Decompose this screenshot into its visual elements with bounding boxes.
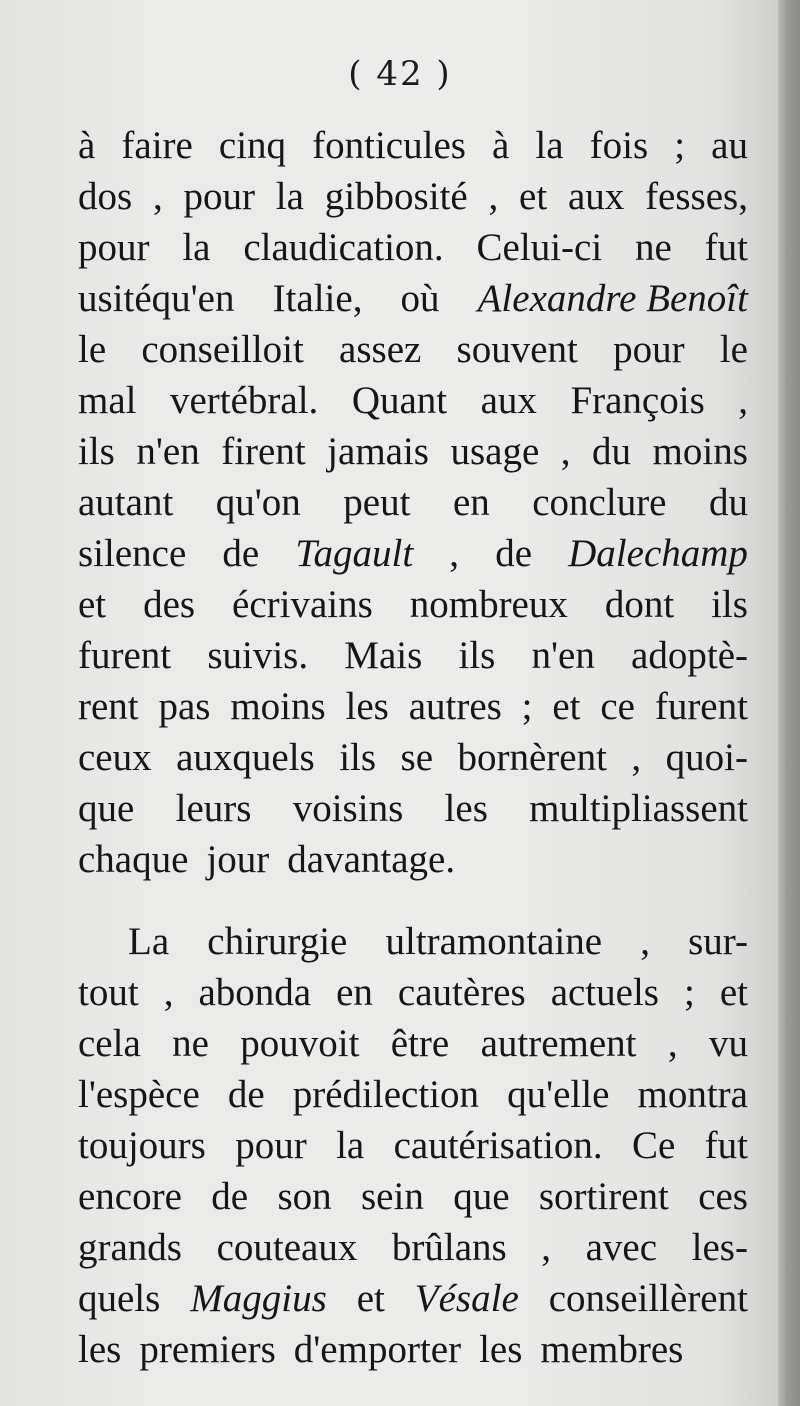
word: auxquels <box>176 736 315 779</box>
word: jamais <box>327 430 429 473</box>
word: chirurgie <box>207 920 348 963</box>
word: , <box>631 736 642 779</box>
word: ; <box>683 971 695 1014</box>
word: membres <box>540 1328 684 1371</box>
word: nombreux <box>409 583 568 626</box>
text-line <box>78 1171 748 1222</box>
word: abonda <box>198 971 312 1014</box>
word: pour <box>613 328 685 371</box>
word: silence <box>78 532 187 575</box>
page-edge <box>778 0 800 1406</box>
word: que <box>453 1175 510 1218</box>
word: ceux <box>78 736 152 779</box>
word: pour <box>235 1124 307 1167</box>
word: La <box>128 920 170 963</box>
text-line <box>78 967 748 1018</box>
word: les <box>345 685 389 728</box>
word: se <box>400 736 434 779</box>
word: du <box>708 481 748 524</box>
word: Maggius <box>190 1277 327 1320</box>
word: pouvoit <box>240 1022 360 1065</box>
word: ne <box>635 226 672 269</box>
word: et <box>552 685 581 728</box>
word: le <box>78 328 107 371</box>
word: conclure <box>532 481 667 524</box>
word: et <box>356 1277 385 1320</box>
text-line <box>78 171 748 222</box>
word: en <box>452 481 490 524</box>
text-line <box>78 579 748 630</box>
word: rent <box>78 685 139 728</box>
word: adoptè- <box>631 634 748 677</box>
word: à <box>78 124 96 167</box>
word: les <box>479 1328 523 1371</box>
word: cautérisation. <box>393 1124 603 1167</box>
word: François <box>570 379 705 422</box>
word: gibbosité <box>324 175 468 218</box>
word: jour <box>206 838 270 881</box>
word: Dalechamp <box>568 532 748 575</box>
word: , <box>640 920 650 963</box>
word: sein <box>361 1175 424 1218</box>
word: Vésale <box>414 1277 519 1320</box>
word: quoi- <box>665 736 748 779</box>
word: pour <box>78 226 150 269</box>
word: mal <box>78 379 137 422</box>
word: la <box>275 175 304 218</box>
word: furent <box>654 685 748 728</box>
word: n'en <box>531 634 595 677</box>
word: Alexandre Benoît <box>477 277 748 320</box>
word: quels <box>78 1277 161 1320</box>
word: , <box>738 379 748 422</box>
text-line <box>78 528 748 579</box>
text-line <box>78 732 748 783</box>
word: la <box>182 226 211 269</box>
word: fois <box>589 124 649 167</box>
word: avec <box>585 1226 658 1269</box>
word: claudication. <box>243 226 444 269</box>
word: firent <box>221 430 306 473</box>
text-line <box>78 1120 748 1171</box>
text-line <box>78 916 748 967</box>
word: de <box>211 1175 249 1218</box>
word: ce <box>600 685 635 728</box>
word: montra <box>637 1073 748 1116</box>
word: souvent <box>456 328 578 371</box>
word: autres <box>408 685 502 728</box>
text-line <box>78 1324 748 1375</box>
text-line <box>78 120 748 171</box>
word: la <box>535 124 564 167</box>
word: de <box>227 1073 265 1116</box>
word: assez <box>339 328 422 371</box>
word: actuels <box>550 971 659 1014</box>
text-line <box>78 1273 748 1324</box>
text-line <box>78 783 748 834</box>
word: faire <box>121 124 193 167</box>
word: d'emporter <box>293 1328 462 1371</box>
word: , <box>152 175 163 218</box>
word: de <box>222 532 260 575</box>
word: le <box>719 328 748 371</box>
word: vertébral. <box>169 379 319 422</box>
word: ils <box>711 583 748 626</box>
word: usage <box>450 430 540 473</box>
word: des <box>143 583 196 626</box>
word: dos <box>78 175 133 218</box>
text-line <box>78 477 748 528</box>
word: la <box>336 1124 365 1167</box>
word: aux <box>480 379 537 422</box>
word: pas <box>158 685 211 728</box>
word: où <box>400 277 440 320</box>
body-text <box>78 120 748 1375</box>
word: fut <box>704 1124 748 1167</box>
word: conseillèrent <box>548 1277 748 1320</box>
word: leurs <box>175 787 252 830</box>
word: et <box>719 971 748 1014</box>
word: vu <box>708 1022 748 1065</box>
text-line <box>78 630 748 681</box>
word: Celui-ci <box>476 226 603 269</box>
word: , <box>560 430 571 473</box>
text-line <box>78 1018 748 1069</box>
word: fesses, <box>645 175 748 218</box>
word: Quant <box>351 379 448 422</box>
text-line <box>78 426 748 477</box>
text-line <box>78 1222 748 1273</box>
word: , <box>488 175 499 218</box>
word: aux <box>567 175 625 218</box>
word: Mais <box>344 634 423 677</box>
word: tout <box>78 971 139 1014</box>
word: toujours <box>78 1124 206 1167</box>
word: Ce <box>631 1124 676 1167</box>
word: écrivains <box>232 583 373 626</box>
word: l'espèce <box>78 1073 200 1116</box>
word: couteaux <box>216 1226 358 1269</box>
word: bornèrent <box>457 736 607 779</box>
word: à <box>492 124 510 167</box>
word: voisins <box>292 787 404 830</box>
word: cela <box>78 1022 141 1065</box>
word: les- <box>691 1226 748 1269</box>
word: fonticules <box>312 124 466 167</box>
text-line <box>78 681 748 732</box>
word: que <box>78 787 135 830</box>
word: autrement <box>480 1022 637 1065</box>
word: et <box>78 583 107 626</box>
word: sortirent <box>538 1175 669 1218</box>
word: ces <box>698 1175 748 1218</box>
word: , <box>667 1022 678 1065</box>
word: , <box>163 971 174 1014</box>
word: autant <box>78 481 174 524</box>
word: sur- <box>688 920 748 963</box>
word: usitéqu'en <box>78 277 235 320</box>
word: premiers <box>139 1328 276 1371</box>
word: cinq <box>218 124 287 167</box>
word: du <box>592 430 632 473</box>
text-line <box>78 1069 748 1120</box>
word: chaque <box>78 838 189 881</box>
page-number: ( 42 ) <box>348 54 452 94</box>
word: au <box>711 124 748 167</box>
word: qu'on <box>215 481 301 524</box>
word: peut <box>343 481 411 524</box>
word: Tagault <box>295 532 414 575</box>
word: les <box>444 787 488 830</box>
word: grands <box>78 1226 182 1269</box>
word: suivis. <box>207 634 309 677</box>
word: et <box>519 175 548 218</box>
word: encore <box>78 1175 182 1218</box>
word: les <box>78 1328 122 1371</box>
word: furent <box>78 634 172 677</box>
word: être <box>390 1022 450 1065</box>
word: son <box>277 1175 332 1218</box>
word: , <box>541 1226 552 1269</box>
word: moins <box>652 430 748 473</box>
word: dont <box>604 583 675 626</box>
word: conseilloit <box>141 328 304 371</box>
word: en <box>336 971 373 1014</box>
word: , <box>449 532 460 575</box>
text-line <box>78 324 748 375</box>
word: de <box>495 532 532 575</box>
text-line <box>78 834 748 885</box>
word: davantage. <box>287 838 456 881</box>
word: Italie, <box>272 277 363 320</box>
word: ; <box>674 124 686 167</box>
word: ils <box>78 430 115 473</box>
text-line <box>78 375 748 426</box>
text-line <box>78 222 748 273</box>
word: qu'elle <box>507 1073 610 1116</box>
word: ultramontaine <box>385 920 603 963</box>
word: ne <box>172 1022 209 1065</box>
word: n'en <box>136 430 200 473</box>
word: prédilection <box>292 1073 480 1116</box>
word: cautères <box>397 971 526 1014</box>
text-line <box>78 273 748 324</box>
word: ; <box>521 685 533 728</box>
word: pour <box>183 175 255 218</box>
word: multipliassent <box>529 787 748 830</box>
word: moins <box>230 685 326 728</box>
word: ils <box>339 736 377 779</box>
word: brûlans <box>391 1226 507 1269</box>
word: ils <box>458 634 496 677</box>
word: fut <box>704 226 748 269</box>
